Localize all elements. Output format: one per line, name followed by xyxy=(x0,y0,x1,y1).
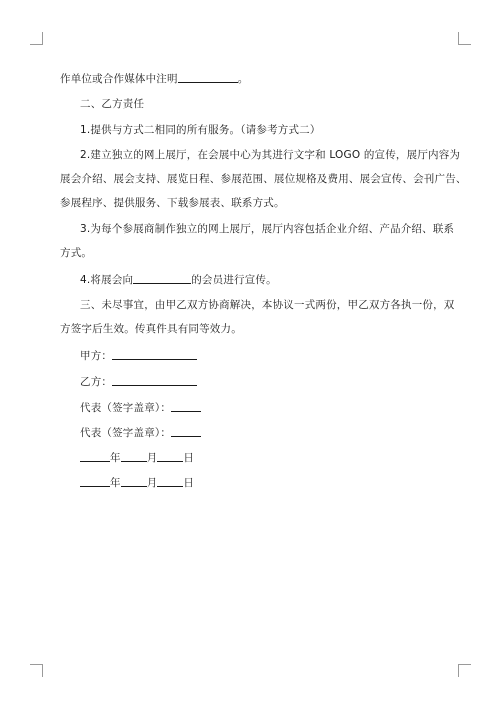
fill-blank xyxy=(171,400,201,412)
section-heading: 二、乙方责任 xyxy=(80,98,145,110)
paragraph-line xyxy=(80,272,277,287)
text: 月 xyxy=(146,477,158,489)
fill-blank xyxy=(157,475,183,487)
text: 。 xyxy=(237,73,249,85)
signature-party-a xyxy=(80,348,197,363)
crop-mark-bottom-left xyxy=(30,664,43,677)
paragraph-line: 方式。 xyxy=(60,247,93,259)
paragraph-line: 方签字后生效。传真件具有同等效力。 xyxy=(60,323,242,335)
date-line-1 xyxy=(80,450,194,465)
text: 日 xyxy=(183,452,195,464)
text: 作单位或合作媒体中注明 xyxy=(60,73,178,85)
text: 4.将展会向 xyxy=(80,274,134,286)
crop-mark-bottom-right xyxy=(458,664,471,677)
fill-blank xyxy=(133,272,191,284)
fill-blank xyxy=(178,71,238,83)
text: 月 xyxy=(146,452,158,464)
label: 代表（签字盖章）： xyxy=(80,427,172,439)
text: 的会员进行宣传。 xyxy=(191,274,277,286)
label: 甲方： xyxy=(80,350,113,362)
paragraph-line: 展会介绍、展会支持、展览日程、参展范围、展位规格及费用、展会宣传、会刊广告、 xyxy=(60,173,467,185)
label: 乙方： xyxy=(80,376,113,388)
crop-mark-top-right xyxy=(458,32,471,45)
label: 代表（签字盖章）： xyxy=(80,402,172,414)
signature-rep-2 xyxy=(80,425,201,440)
fill-blank xyxy=(121,450,147,462)
date-line-2 xyxy=(80,475,194,490)
paragraph-line xyxy=(60,71,248,86)
signature-rep-1 xyxy=(80,400,201,415)
paragraph-line: 3.为每个参展商制作独立的网上展厅，展厅内容包括企业介绍、产品介绍、联系 xyxy=(80,223,455,235)
fill-blank xyxy=(171,425,201,437)
crop-mark-top-left xyxy=(30,32,43,45)
fill-blank xyxy=(112,348,197,360)
text: 年 xyxy=(110,477,121,489)
signature-party-b xyxy=(80,374,197,389)
fill-blank xyxy=(157,450,183,462)
paragraph-line: 参展程序、提供服务、下载参展表、联系方式。 xyxy=(60,197,285,209)
fill-blank xyxy=(112,374,197,386)
fill-blank xyxy=(80,450,110,462)
text: 年 xyxy=(110,452,121,464)
paragraph-line: 1.提供与方式二相同的所有服务。（请参考方式二） xyxy=(80,124,321,136)
paragraph-line: 2.建立独立的网上展厅，在会展中心为其进行文字和 LOGO 的宣传，展厅内容为 xyxy=(80,149,461,161)
fill-blank xyxy=(80,475,110,487)
section-heading: 三、未尽事宜，由甲乙双方协商解决，本协议一式两份，甲乙双方各执一份，双 xyxy=(80,299,455,311)
text: 日 xyxy=(183,477,195,489)
fill-blank xyxy=(121,475,147,487)
